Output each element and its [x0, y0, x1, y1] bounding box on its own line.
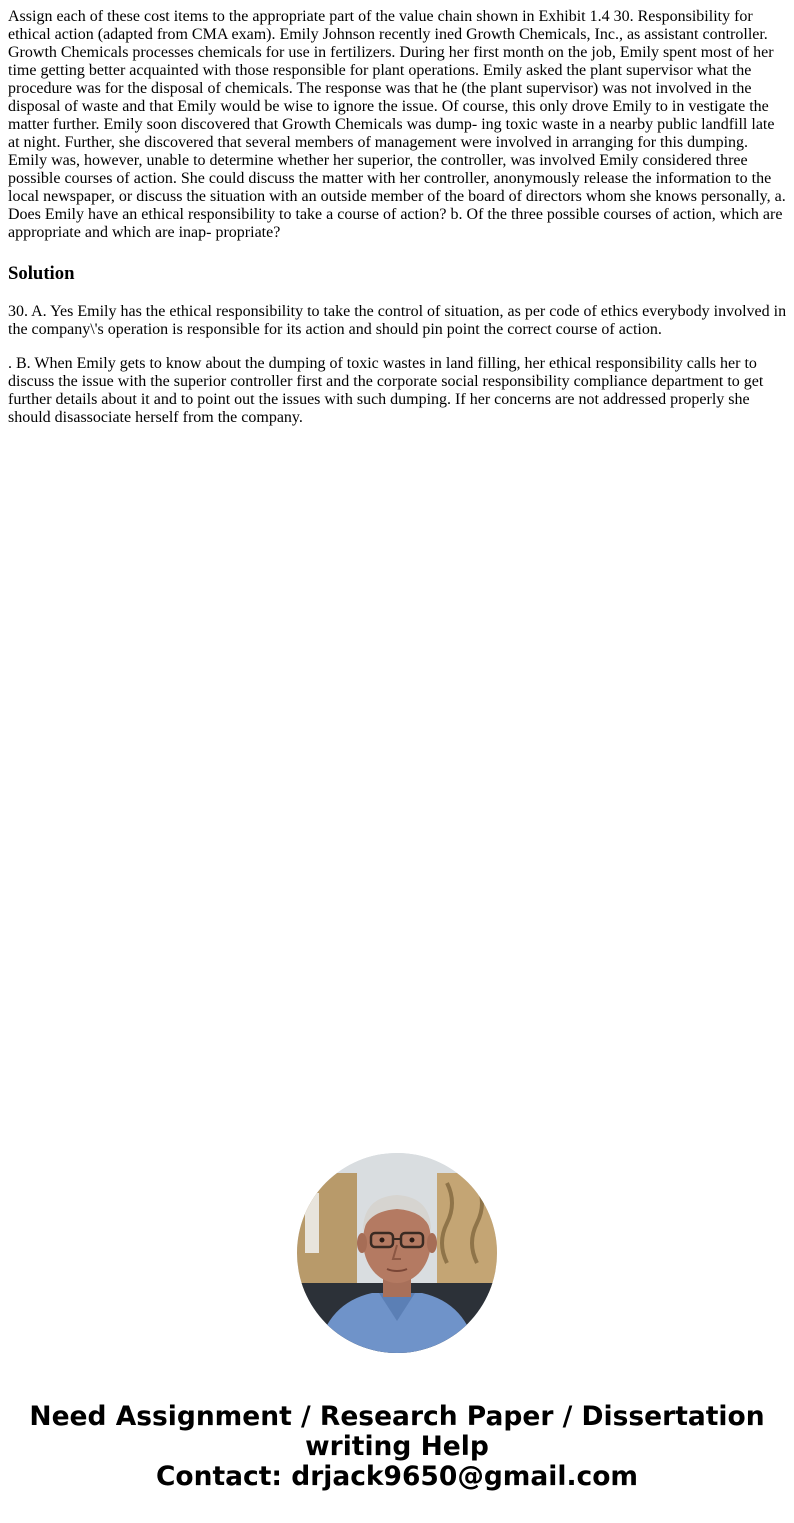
person-photo-icon [297, 1153, 497, 1353]
promo-line-2: writing Help [305, 1431, 489, 1462]
solution-heading: Solution [8, 263, 75, 284]
answer-a: 30. A. Yes Emily has the ethical responsibility to take the control of situation, as per code of ethics everybody involved in the company\'s operation is responsible for its action and should pin point the correct course of action. [8, 303, 787, 338]
main-content [8, 8, 788, 427]
promo-line-1: Need Assignment / Research Paper / Dissertation [29, 1401, 765, 1432]
tutor-avatar [297, 1153, 497, 1353]
question-text: Assign each of these cost items to the appropriate part of the value chain shown in Exhibit 1.4 30. Responsibility for ethical action (adapted from CMA exam). Emily Johnson recently ined Growth Chemicals, Inc., as assistant controller. Growth Chemicals processes chemicals for use in fertilizers. During her first month on the job, Emily spent most of her time getting better acquainted with those responsible for plant operations. Emily asked the plant supervisor what the procedure was for the disposal of chemicals. The response was that he (the plant supervisor) was not involved in the disposal of waste and that Emily would be wise to ignore the issue. Of course, this only drove Emily to in vestigate the matter further. Emily soon discovered that Growth Chemicals was dump- ing toxic waste in a nearby public landfill late at night. Further, she discovered that several members of management were involved in arranging for this dumping. Emily was, however, unable to determine whether her superior, the controller, was involved Emily considered three possible courses of action. She could discuss the matter with her controller, anonymously release the information to the local newspaper, or discuss the situation with an outside member of the board of directors whom she knows personally, a. Does Emily have an ethical responsibility to take a course of action? b. Of the three possible courses of action, which are appropriate and which are inap- propriate? [8, 8, 786, 241]
promo-banner [0, 1402, 794, 1492]
promo-contact: Contact: drjack9650@gmail.com [155, 1461, 639, 1492]
answer-b: . B. When Emily gets to know about the dumping of toxic wastes in land filling, her ethical responsibility calls her to discuss the issue with the superior controller first and the corporate social responsibility compliance department to get further details about it and to point out the issues with such dumping. If her concerns are not addressed properly she should disassociate herself from the company. [8, 355, 764, 426]
